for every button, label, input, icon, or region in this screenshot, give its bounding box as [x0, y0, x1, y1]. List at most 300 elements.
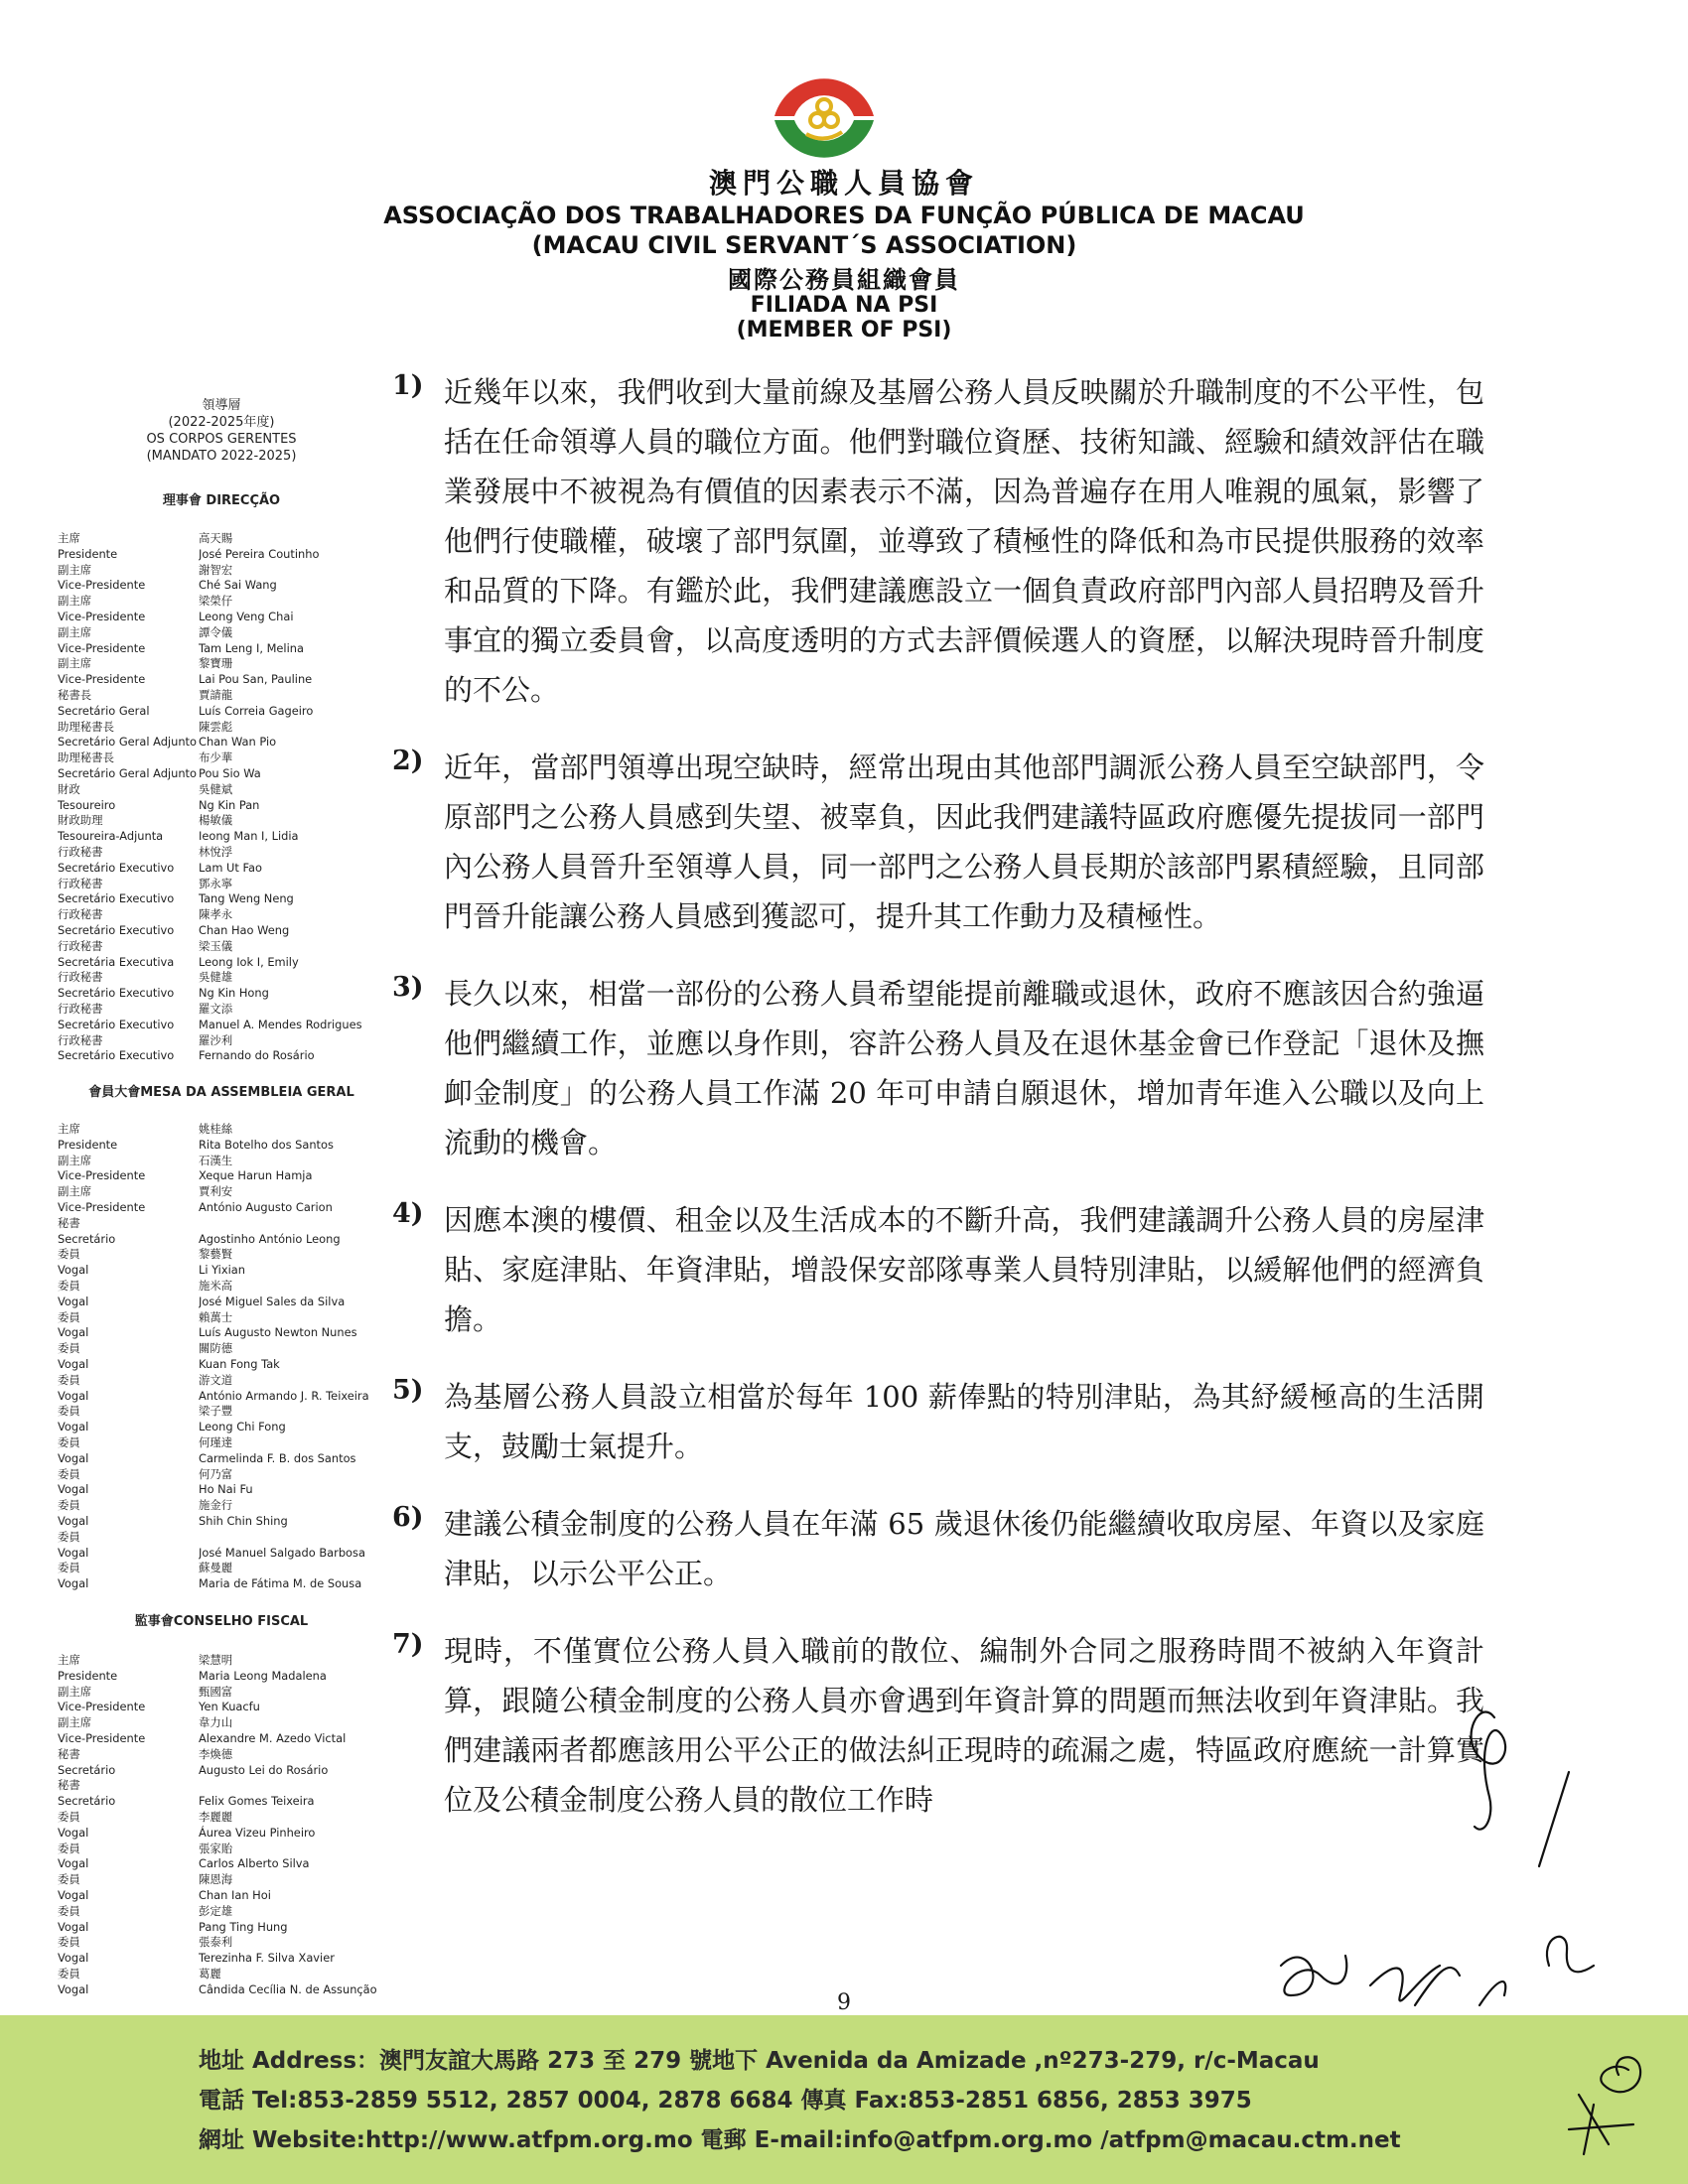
roster-role: 副主席 [58, 562, 92, 577]
roster-role: 副主席 [58, 1684, 92, 1699]
roster-row [58, 1731, 385, 1747]
proposal-text: 建議公積金制度的公務人員在年滿 65 歲退休後仍能繼續收取房屋、年資以及家庭津貼，以示公平公正。 [444, 1507, 1484, 1590]
roster-name: 梁玉儀 [199, 938, 233, 953]
proposal-text: 為基層公務人員設立相當於每年 100 薪俸點的特別津貼，為其紓緩極高的生活開支，鼓勵士氣提升。 [444, 1380, 1484, 1463]
roster-role: Vice-Presidente [58, 1730, 146, 1745]
roster-role: 行政秘書 [58, 876, 103, 890]
roster-name: Ng Kin Pan [199, 797, 260, 812]
roster-name: Agostinho António Leong [199, 1231, 341, 1246]
psi-membership-portuguese: FILIADA NA PSI [750, 293, 938, 318]
roster-row [58, 813, 385, 829]
association-name-chinese: 澳門公職人員協會 [708, 167, 979, 200]
roster-role: Secretário [58, 1231, 116, 1246]
roster-name: Li Yixian [199, 1263, 245, 1278]
roster-row [58, 641, 385, 657]
roster-name: Pang Ting Hung [199, 1919, 288, 1934]
roster-name: Tang Weng Neng [199, 891, 294, 906]
roster-row [58, 531, 385, 547]
roster-name: 梁子豐 [199, 1404, 233, 1419]
roster-row [58, 1576, 385, 1592]
leadership-title-line: 領導層 [202, 398, 241, 413]
roster-row [58, 547, 385, 563]
roster-row [58, 955, 385, 971]
handwritten-signatures-icon [1251, 1678, 1668, 2174]
proposal-item [392, 1499, 1484, 1598]
roster-name: 楊敏儀 [199, 813, 233, 828]
proposal-text: 近幾年以來，我們收到大量前線及基層公務人員反映關於升職制度的不公平性，包括在任命領導人員的職位方面。他們對職位資歷、技術知識、經驗和績效評估在職業發展中不被視為有價值的因素表示不滿，因為普遍存在用人唯親的風氣，影響了他們行使職權，破壞了部門氛圍，並導致了積極性的降低和為市民提供服務的效率和品質的下降。有鑑於此，我們建議應設立一個負責政府部門內部人員招聘及晉升事宜的獨立委員會，以高度透明的方式去評價候選人的資歷，以解決現時晉升制度的不公。 [444, 375, 1484, 707]
roster-row [58, 1168, 385, 1184]
roster-name: José Pereira Coutinho [199, 546, 320, 561]
proposal-number: 6) [392, 1502, 424, 1533]
roster-row [58, 1826, 385, 1842]
roster-name: José Miguel Sales da Silva [199, 1294, 346, 1308]
roster-role: Vogal [58, 1981, 89, 1996]
roster-role: 主席 [58, 1122, 80, 1136]
roster-name: Xeque Harun Hamja [199, 1168, 313, 1183]
roster-name: 賈請龍 [199, 687, 233, 702]
roster-row [58, 861, 385, 877]
roster-role: 委員 [58, 1309, 80, 1324]
roster-name: Leong Chi Fong [199, 1420, 286, 1434]
roster-row [58, 1872, 385, 1888]
proposal-number: 7) [392, 1629, 424, 1660]
roster-row [58, 1325, 385, 1341]
roster-role: Vice-Presidente [58, 640, 146, 655]
roster-role: Secretário Geral [58, 703, 150, 718]
roster-row [58, 907, 385, 923]
roster-role: 副主席 [58, 594, 92, 609]
page-number: 9 [837, 1990, 851, 2015]
roster-row [58, 1138, 385, 1154]
roster-role: 委員 [58, 1935, 80, 1950]
roster-role: 委員 [58, 1434, 80, 1449]
proposal-number: 3) [392, 972, 424, 1003]
roster-name: 賴萬士 [199, 1309, 233, 1324]
roster-row [58, 970, 385, 986]
footer-website-email: 網址 Website:http://www.atfpm.org.mo 電郵 E-mail:info@atfpm.org.mo /atfpm@macau.ctm.net [199, 2127, 1401, 2153]
roster-role: 主席 [58, 531, 80, 545]
roster-row [58, 1763, 385, 1779]
roster-name: 陳孝永 [199, 907, 233, 922]
roster-name: 黎寶珊 [199, 656, 233, 671]
proposal-item [392, 969, 1484, 1167]
roster-row [58, 1700, 385, 1715]
proposal-number: 1) [392, 370, 424, 401]
roster-name: 游文道 [199, 1372, 233, 1387]
roster-role: Secretário [58, 1762, 116, 1777]
roster-name: José Manuel Salgado Barbosa [199, 1545, 365, 1560]
roster-row [58, 594, 385, 610]
roster-name: Lai Pou San, Pauline [199, 672, 313, 687]
roster-name: Carmelinda F. B. dos Santos [199, 1450, 356, 1465]
direccao-heading: 理事會 DIRECÇÃO [162, 493, 281, 508]
roster-name: 羅沙利 [199, 1032, 233, 1047]
footer-address: 地址 Address：澳門友誼大馬路 273 至 279 號地下 Avenida da Amizade ,nº273-279, r/c-Macau [199, 2048, 1320, 2074]
roster-name: 石漢生 [199, 1153, 233, 1167]
roster-role: 秘書 [58, 1746, 80, 1761]
roster-row [58, 672, 385, 688]
roster-row [58, 891, 385, 907]
roster-name: 韋力山 [199, 1715, 233, 1730]
roster-role: 委員 [58, 1529, 80, 1544]
roster-role: Vice-Presidente [58, 1199, 146, 1214]
assembleia-heading: 會員大會MESA DA ASSEMBLEIA GERAL [88, 1085, 354, 1100]
roster-name [199, 1778, 385, 1794]
proposal-text: 因應本澳的樓價、租金以及生活成本的不斷升高，我們建議調升公務人員的房屋津貼、家庭津貼、年資津貼，增設保安部隊專業人員特別津貼，以緩解他們的經濟負擔。 [444, 1203, 1484, 1336]
roster-role: Presidente [58, 1137, 118, 1152]
roster-role: Secretário [58, 1794, 116, 1809]
roster-row [58, 1295, 385, 1310]
roster-role: 行政秘書 [58, 938, 103, 953]
roster-role: 委員 [58, 1466, 80, 1481]
leadership-title-line: OS CORPOS GERENTES [146, 432, 297, 447]
roster-name: Fernando do Rosário [199, 1048, 315, 1063]
roster-name: 謝智宏 [199, 562, 233, 577]
roster-name: 施米高 [199, 1278, 233, 1293]
roster-row [58, 1279, 385, 1295]
roster-role: 委員 [58, 1872, 80, 1887]
roster-row [58, 1122, 385, 1138]
roster-role: Vogal [58, 1576, 89, 1591]
roster-row [58, 688, 385, 704]
roster-name: 高天賜 [199, 531, 233, 545]
roster-name: Shih Chin Shing [199, 1513, 288, 1528]
roster-name: 梁慧明 [199, 1653, 233, 1667]
roster-row [58, 986, 385, 1002]
roster-row [58, 751, 385, 766]
roster-row [58, 1546, 385, 1562]
roster-name: 關防德 [199, 1341, 233, 1356]
roster-name: 何瑾達 [199, 1434, 233, 1449]
roster-row [58, 1216, 385, 1232]
roster-row [58, 1018, 385, 1033]
roster-role: 委員 [58, 1841, 80, 1855]
roster-name: Tam Leng I, Melina [199, 640, 304, 655]
roster-row [58, 1033, 385, 1049]
proposal-item [392, 743, 1484, 941]
proposal-list [392, 367, 1484, 1852]
roster-role: 委員 [58, 1341, 80, 1356]
roster-name: 鄧永寧 [199, 876, 233, 890]
roster-name: 何乃富 [199, 1466, 233, 1481]
roster-name: 黎藝賢 [199, 1247, 233, 1262]
roster-row [58, 1404, 385, 1420]
roster-name: Áurea Vizeu Pinheiro [199, 1825, 316, 1840]
roster-role: Vogal [58, 1545, 89, 1560]
roster-row [58, 610, 385, 625]
roster-role: 委員 [58, 1372, 80, 1387]
roster-row [58, 798, 385, 814]
roster-row [58, 578, 385, 594]
roster-name: Maria Leong Madalena [199, 1668, 327, 1683]
roster-row [58, 720, 385, 736]
roster-row [58, 1951, 385, 1967]
roster-role: 助理秘書長 [58, 719, 114, 734]
roster-role: Vogal [58, 1482, 89, 1497]
roster-role: Presidente [58, 1668, 118, 1683]
roster-role: Presidente [58, 546, 118, 561]
assembleia-roster [58, 1122, 385, 1592]
proposal-item [392, 367, 1484, 715]
roster-role: Tesoureiro [58, 797, 116, 812]
roster-name: 羅文添 [199, 1001, 233, 1016]
roster-name: Ieong Man I, Lidia [199, 829, 299, 844]
roster-name: 李煥德 [199, 1746, 233, 1761]
roster-name: 甄國富 [199, 1684, 233, 1699]
roster-role: Secretário Executivo [58, 1017, 175, 1031]
roster-name: António Armando J. R. Teixeira [199, 1388, 369, 1403]
roster-role: 主席 [58, 1653, 80, 1667]
roster-role: 財政助理 [58, 813, 103, 828]
roster-role: 行政秘書 [58, 907, 103, 922]
roster-role: 副主席 [58, 1184, 92, 1199]
roster-role: Vice-Presidente [58, 609, 146, 623]
roster-row [58, 939, 385, 955]
roster-role: Secretário Executivo [58, 860, 175, 875]
roster-row [58, 563, 385, 579]
roster-role: 委員 [58, 1561, 80, 1575]
roster-role: Vogal [58, 1356, 89, 1371]
roster-name: Lam Ut Fao [199, 860, 262, 875]
roster-row [58, 1247, 385, 1263]
roster-row [58, 923, 385, 939]
roster-name: 梁榮仔 [199, 594, 233, 609]
roster-row [58, 1514, 385, 1530]
roster-role: Vogal [58, 1919, 89, 1934]
roster-name: Alexandre M. Azedo Victal [199, 1730, 347, 1745]
roster-row [58, 1778, 385, 1794]
roster-role: 行政秘書 [58, 844, 103, 859]
roster-role: 財政 [58, 781, 80, 796]
roster-role: 委員 [58, 1278, 80, 1293]
roster-row [58, 766, 385, 782]
roster-role: Tesoureira-Adjunta [58, 829, 164, 844]
roster-row [58, 1669, 385, 1685]
roster-role: Vogal [58, 1887, 89, 1902]
roster-row [58, 782, 385, 798]
roster-name: 布少華 [199, 751, 233, 765]
roster-row [58, 1048, 385, 1064]
roster-row [58, 1420, 385, 1435]
roster-role: 秘書 [58, 1215, 80, 1230]
roster-name: Leong Iok I, Emily [199, 954, 299, 969]
roster-row [58, 1888, 385, 1904]
association-name-english: (MACAU CIVIL SERVANT´S ASSOCIATION) [531, 231, 1077, 259]
roster-name: Carlos Alberto Silva [199, 1856, 310, 1871]
roster-role: Secretário Executivo [58, 891, 175, 906]
roster-name: Pou Sio Wa [199, 765, 261, 780]
roster-row [58, 1232, 385, 1248]
roster-name: Ché Sai Wang [199, 578, 277, 593]
roster-row [58, 1794, 385, 1810]
roster-role: 行政秘書 [58, 1001, 103, 1016]
roster-name: Yen Kuacfu [199, 1700, 260, 1714]
roster-row [58, 877, 385, 892]
roster-role: Vogal [58, 1294, 89, 1308]
roster-name: Chan Ian Hoi [199, 1887, 271, 1902]
roster-row [58, 1184, 385, 1200]
roster-name: Terezinha F. Silva Xavier [199, 1951, 335, 1966]
roster-row [58, 1715, 385, 1731]
roster-role: Vice-Presidente [58, 1700, 146, 1714]
roster-role: Vogal [58, 1420, 89, 1434]
roster-name: Felix Gomes Teixeira [199, 1794, 315, 1809]
proposal-number: 4) [392, 1198, 424, 1229]
roster-row [58, 1389, 385, 1405]
leadership-title-line: (MANDATO 2022-2025) [146, 449, 297, 464]
roster-role: 委員 [58, 1966, 80, 1980]
roster-row [58, 1310, 385, 1326]
roster-name: Luís Correia Gageiro [199, 703, 314, 718]
roster-row [58, 1482, 385, 1498]
direccao-roster [58, 531, 385, 1064]
roster-role: 副主席 [58, 1715, 92, 1730]
roster-row [58, 1747, 385, 1763]
roster-role: Secretário Geral Adjunto [58, 765, 197, 780]
roster-row [58, 1530, 385, 1546]
roster-name: António Augusto Carion [199, 1199, 333, 1214]
roster-role: 行政秘書 [58, 1032, 103, 1047]
roster-name: Chan Hao Weng [199, 922, 290, 937]
proposal-text: 現時，不僅實位公務人員入職前的散位、編制外合同之服務時間不被納入年資計算，跟隨公積金制度的公務人員亦會遇到年資計算的問題而無法收到年資津貼。我們建議兩者都應該用公平公正的做法糾正現時的疏漏之處，特區政府應統一計算實位及公積金制度公務人員的散位工作時 [444, 1634, 1484, 1817]
proposal-text: 近年，當部門領導出現空缺時，經常出現由其他部門調派公務人員至空缺部門，令原部門之公務人員感到失望、被辜負，因此我們建議特區政府應優先提拔同一部門內公務人員晉升至領導人員，同一部門之公務人員長期於該部門累積經驗，且同部門晉升能讓公務人員感到獲認可，提升其工作動力及積極性。 [444, 751, 1484, 933]
proposal-number: 2) [392, 746, 424, 776]
proposal-item [392, 1372, 1484, 1471]
roster-name: 葛麗 [199, 1966, 221, 1980]
roster-role: Vogal [58, 1450, 89, 1465]
roster-role: Vogal [58, 1951, 89, 1966]
roster-name: 彭定雄 [199, 1903, 233, 1918]
roster-name: 林悅浮 [199, 844, 233, 859]
roster-role: Vogal [58, 1325, 89, 1340]
roster-role: 秘書 [58, 1778, 80, 1793]
roster-role: Vice-Presidente [58, 1168, 146, 1183]
roster-name: 譚令儀 [199, 624, 233, 639]
proposal-text: 長久以來，相當一部份的公務人員希望能提前離職或退休，政府不應該因合約強逼他們繼續工作，並應以身作則，容許公務人員及在退休基金會已作登記「退休及撫卹金制度」的公務人員工作滿 20 年可申請自願退休，增加青年進入公職以及向上流動的機會。 [444, 977, 1484, 1160]
roster-row [58, 625, 385, 641]
roster-row [58, 1842, 385, 1857]
roster-row [58, 1856, 385, 1872]
roster-name: Kuan Fong Tak [199, 1356, 280, 1371]
roster-name: 賈利安 [199, 1184, 233, 1199]
roster-row [58, 1920, 385, 1936]
psi-membership-english: (MEMBER OF PSI) [736, 318, 952, 342]
roster-role: 副主席 [58, 624, 92, 639]
roster-name: Ho Nai Fu [199, 1482, 253, 1497]
roster-role: 助理秘書長 [58, 751, 114, 765]
roster-role: 行政秘書 [58, 970, 103, 985]
fiscal-roster [58, 1653, 385, 1998]
roster-row [58, 1935, 385, 1951]
roster-name [199, 1530, 385, 1546]
roster-role: Vogal [58, 1856, 89, 1871]
roster-role: 副主席 [58, 656, 92, 671]
roster-role: 副主席 [58, 1153, 92, 1167]
roster-row [58, 1263, 385, 1279]
roster-name: Maria de Fátima M. de Sousa [199, 1576, 362, 1591]
roster-row [58, 1200, 385, 1216]
roster-name: 吳健斌 [199, 781, 233, 796]
association-name-portuguese: ASSOCIAÇÃO DOS TRABALHADORES DA FUNÇÃO PÚBLICA DE MACAU [383, 202, 1305, 229]
roster-name: 姚桂絲 [199, 1122, 233, 1136]
leadership-title [58, 397, 385, 465]
roster-row [58, 1451, 385, 1467]
roster-role: Vogal [58, 1388, 89, 1403]
proposal-number: 5) [392, 1375, 424, 1406]
roster-row [58, 1357, 385, 1373]
roster-role: 秘書長 [58, 687, 92, 702]
roster-row [58, 735, 385, 751]
roster-name: Rita Botelho dos Santos [199, 1137, 334, 1152]
roster-name: Cândida Cecília N. de Assunção [199, 1981, 377, 1996]
roster-name: 李麗麗 [199, 1809, 233, 1824]
association-logo-icon [755, 55, 894, 174]
roster-role: 委員 [58, 1809, 80, 1824]
roster-name: Leong Veng Chai [199, 609, 294, 623]
roster-role: Secretário Executivo [58, 1048, 175, 1063]
roster-row [58, 829, 385, 845]
roster-name: Augusto Lei do Rosário [199, 1762, 329, 1777]
roster-role: 委員 [58, 1404, 80, 1419]
roster-name: 陳恩海 [199, 1872, 233, 1887]
proposal-item [392, 1195, 1484, 1344]
roster-name: Manuel A. Mendes Rodrigues [199, 1017, 362, 1031]
roster-name: 吳健雄 [199, 970, 233, 985]
roster-name [199, 1216, 385, 1232]
roster-row [58, 1341, 385, 1357]
roster-name: Luís Augusto Newton Nunes [199, 1325, 357, 1340]
roster-row [58, 704, 385, 720]
roster-row [58, 1904, 385, 1920]
roster-row [58, 1373, 385, 1389]
footer-phone-fax: 電話 Tel:853-2859 5512, 2857 0004, 2878 6684 傳真 Fax:853-2851 6856, 2853 3975 [199, 2088, 1252, 2114]
roster-name: 陳雲彪 [199, 719, 233, 734]
roster-role: Secretário Executivo [58, 986, 175, 1001]
roster-role: Vogal [58, 1825, 89, 1840]
roster-role: Vogal [58, 1263, 89, 1278]
leadership-title-line: (2022-2025年度) [168, 415, 275, 430]
psi-membership-chinese: 國際公務員組織會員 [728, 266, 960, 294]
roster-name: 張家貽 [199, 1841, 233, 1855]
roster-role: 委員 [58, 1247, 80, 1262]
roster-role: 委員 [58, 1498, 80, 1513]
roster-row [58, 1967, 385, 1982]
roster-name: Ng Kin Hong [199, 986, 269, 1001]
roster-name: 施金行 [199, 1498, 233, 1513]
roster-row [58, 1685, 385, 1701]
roster-row [58, 1810, 385, 1826]
roster-name: 張泰利 [199, 1935, 233, 1950]
roster-row [58, 1561, 385, 1576]
roster-role: 委員 [58, 1903, 80, 1918]
roster-row [58, 1467, 385, 1483]
roster-row [58, 845, 385, 861]
roster-row [58, 1653, 385, 1669]
roster-role: Secretário Geral Adjunto [58, 735, 197, 750]
roster-row [58, 656, 385, 672]
roster-row [58, 1154, 385, 1169]
roster-name: Chan Wan Pio [199, 735, 277, 750]
roster-row [58, 1498, 385, 1514]
fiscal-heading: 監事會CONSELHO FISCAL [134, 1614, 309, 1629]
roster-role: Secretário Executivo [58, 922, 175, 937]
roster-row [58, 1435, 385, 1451]
roster-row [58, 1002, 385, 1018]
roster-role: Vice-Presidente [58, 672, 146, 687]
roster-role: Vice-Presidente [58, 578, 146, 593]
roster-name: 蘇曼麗 [199, 1561, 233, 1575]
roster-role: Secretária Executiva [58, 954, 175, 969]
